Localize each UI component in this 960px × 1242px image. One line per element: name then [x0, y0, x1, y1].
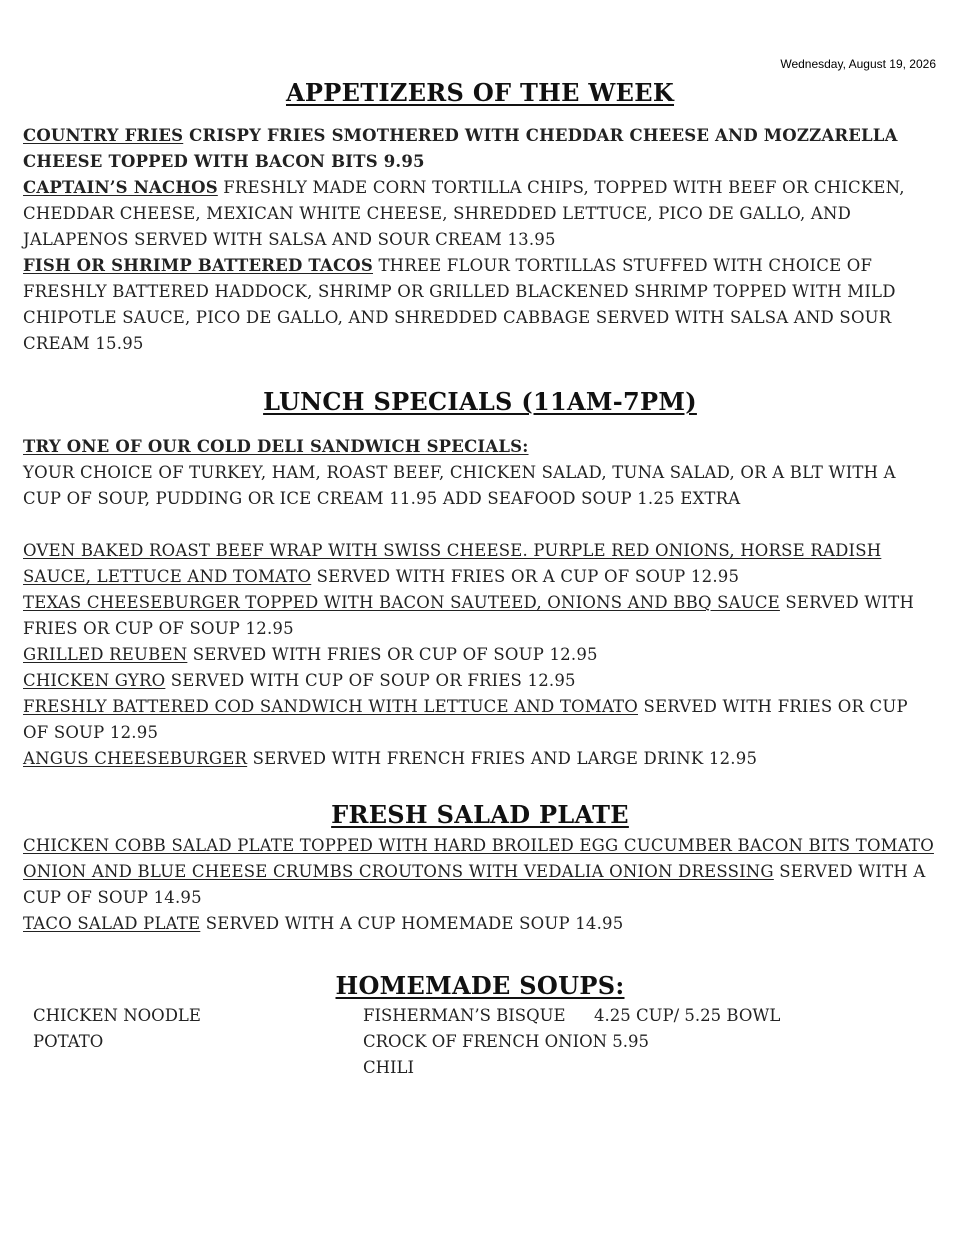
lunch-item-desc: SERVED WITH FRENCH FRIES AND LARGE DRINK 12.95 [247, 749, 758, 768]
lunch-item-name: TEXAS CHEESEBURGER TOPPED WITH BACON SAUTEED, ONIONS AND BBQ SAUCE [23, 593, 780, 612]
lunch-item [23, 590, 937, 642]
appetizer-desc: FRESHLY MADE CORN TORTILLA CHIPS, TOPPED WITH BEEF OR CHICKEN, CHEDDAR CHEESE, MEXICAN WHITE CHEESE, SHREDDED LETTUCE, PICO DE GALLO, AND JALAPENOS SERVED WITH SALSA AND SOUR CREAM 13.95 [23, 178, 905, 249]
appetizers-heading: APPETIZERS OF THE WEEK [285, 78, 675, 107]
lunch-item-desc: SERVED WITH CUP OF SOUP OR FRIES 12.95 [165, 671, 576, 690]
lunch-heading: LUNCH SPECIALS (11AM-7PM) [263, 387, 697, 416]
lunch-item [23, 746, 937, 772]
salad-heading: FRESH SALAD PLATE [331, 800, 629, 829]
appetizer-name: COUNTRY FRIES [23, 126, 184, 145]
lunch-item-name: GRILLED REUBEN [23, 645, 188, 664]
appetizer-item [23, 123, 937, 175]
lunch-item-desc: SERVED WITH FRIES OR CUP OF SOUP 12.95 [187, 645, 598, 664]
salad-item-name: CHICKEN COBB SALAD PLATE TOPPED WITH HARD BROILED EGG CUCUMBER BACON BITS TOMATO ONION AND BLUE CHEESE CRUMBS CROUTONS WITH VEDALIA ONION DRESSING [23, 836, 934, 881]
deli-title: TRY ONE OF OUR COLD DELI SANDWICH SPECIALS: [23, 437, 529, 456]
salad-item [23, 911, 937, 937]
lunch-item [23, 538, 937, 590]
spacer [23, 512, 937, 538]
appetizer-item [23, 253, 937, 357]
lunch-item-name: CHICKEN GYRO [23, 671, 166, 690]
soup-item: CHICKEN NOODLE [33, 1006, 201, 1025]
lunch-item [23, 642, 937, 668]
appetizer-name: CAPTAIN’S NACHOS [23, 178, 218, 197]
appetizer-desc: CRISPY FRIES SMOTHERED WITH CHEDDAR CHEESE AND MOZZARELLA CHEESE TOPPED WITH BACON BITS 9.95 [23, 126, 898, 171]
soup-price: 4.25 CUP/ 5.25 BOWL [594, 1006, 781, 1025]
soups-heading: HOMEMADE SOUPS: [335, 971, 625, 1000]
menu-content [23, 74, 937, 1082]
appetizer-name: FISH OR SHRIMP BATTERED TACOS [23, 256, 373, 275]
soups-list [23, 1002, 937, 1082]
lunch-item-desc: SERVED WITH FRIES OR A CUP OF SOUP 12.95 [311, 567, 740, 586]
lunch-item-name: ANGUS CHEESEBURGER [23, 749, 248, 768]
lunch-item [23, 694, 937, 746]
appetizer-desc: THREE FLOUR TORTILLAS STUFFED WITH CHOICE OF FRESHLY BATTERED HADDOCK, SHRIMP OR GRILLED BLACKENED SHRIMP TOPPED WITH MILD CHIPOTLE SAUCE, PICO DE GALLO, AND SHREDDED CABBAGE SERVED WITH SALSA AND SOUR CREAM 15.95 [23, 256, 896, 353]
salad-item [23, 833, 937, 911]
salad-item-name: TACO SALAD PLATE [23, 914, 201, 933]
deli-desc: YOUR CHOICE OF TURKEY, HAM, ROAST BEEF, CHICKEN SALAD, TUNA SALAD, OR A BLT WITH A CUP OF SOUP, PUDDING OR ICE CREAM 11.95 ADD SEAFOOD SOUP 1.25 EXTRA [23, 463, 896, 508]
soup-item: POTATO [33, 1032, 104, 1051]
soup-item: CHILI [363, 1058, 415, 1077]
appetizer-item [23, 175, 937, 253]
menu-date: Wednesday, August 19, 2026 [780, 57, 936, 71]
lunch-item-name: OVEN BAKED ROAST BEEF WRAP WITH SWISS CHEESE. PURPLE RED ONIONS, HORSE RADISH SAUCE, LETTUCE AND TOMATO [23, 541, 882, 586]
salad-item-desc: SERVED WITH A CUP HOMEMADE SOUP 14.95 [200, 914, 624, 933]
soup-item: CROCK OF FRENCH ONION 5.95 [363, 1032, 650, 1051]
lunch-item-desc: SERVED WITH FRIES OR CUP OF SOUP 12.95 [23, 593, 915, 638]
lunch-item [23, 668, 937, 694]
lunch-item-desc: SERVED WITH FRIES OR CUP OF SOUP 12.95 [23, 697, 908, 742]
lunch-item-name: FRESHLY BATTERED COD SANDWICH WITH LETTUCE AND TOMATO [23, 697, 638, 716]
salad-item-desc: SERVED WITH A CUP OF SOUP 14.95 [23, 862, 926, 907]
soup-item: FISHERMAN’S BISQUE [363, 1006, 566, 1025]
